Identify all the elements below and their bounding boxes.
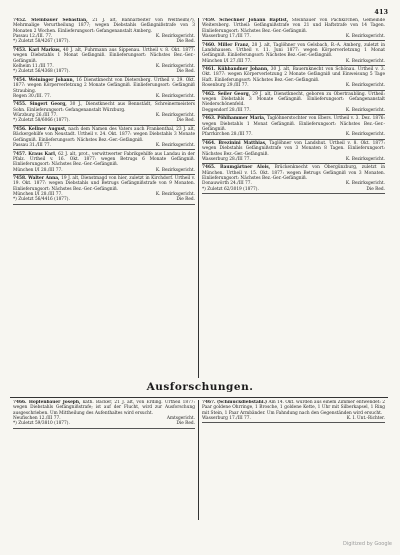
place-date: Wasserburg 28./III 77. — [202, 156, 251, 162]
place-date: München I/I 27./III 77. — [202, 58, 252, 64]
entry-divider — [13, 100, 195, 101]
notice-body: 19 J. alt, Dienstmagd von hier, zuletzt in Kirchdorf. Urtheil v. 19. Okt. 1877: wegen Diebstahls und Betrugs Gefängnißstrafe von 9 Monaten. Einlieferungsort: Nächstes Bez.-Ger.-Gefängniß. — [13, 176, 195, 192]
entry-divider — [202, 114, 385, 115]
notice-signature — [202, 416, 385, 421]
notice-body: 16 Dienstknecht von Dietersberg. Urtheil v. 29. Okt. 1877: wegen Körperverletzung 2 Monate Gefängniß. Einlieferungsort: Gefängniß Straubing. — [13, 77, 195, 94]
notice-entry — [202, 141, 385, 164]
notice-signature — [13, 168, 195, 173]
notice-text — [13, 18, 195, 34]
notice-signature — [202, 132, 385, 137]
notice-heading: 7467. (Schmuckdiebstahl.) — [202, 400, 268, 405]
notice-signature — [202, 59, 385, 64]
notice-text — [202, 67, 385, 83]
notice-text — [202, 43, 385, 59]
notice-body: Am 14. Okt. wurden aus einem Zimmer entwendet: 2 Paar goldene Ohrringe, 1 Brosche, 1 goldene Kette, 1 Uhr mit Silberkapsel, 1 Ring mit Stein, 1 Paar Armbänder. Um Fahndung nach den Gegenständen wird ersucht. — [202, 400, 385, 416]
notice-entry — [13, 102, 195, 125]
issuing-court: K. Bezirksgericht. — [155, 167, 195, 173]
note-reference: *) Zuletzt 58/6066 (1877). — [13, 118, 70, 124]
section-divider — [10, 397, 388, 398]
entry-divider — [13, 174, 195, 175]
place-date: Pfarrkirchen 28./III 77. — [202, 132, 253, 138]
place-date: Rosenburg 29./III 77. — [202, 83, 249, 89]
notice-heading: 7456. Kellner August, — [13, 126, 67, 132]
entry-divider — [202, 163, 385, 164]
issuing-court: K. Bezirksgericht. — [345, 107, 385, 113]
note-editor: Die Red. — [366, 186, 385, 192]
note-reference: *) Zuletzt 58/4267 (1877). — [13, 39, 70, 45]
page-number: 413 — [374, 8, 388, 16]
place-date: Passau 31./III 77. — [13, 142, 51, 148]
notice-text — [13, 400, 195, 416]
note-reference: *) Zuletzt 56/4368 (1877). — [13, 69, 70, 75]
issuing-court: K. Bezirksgericht. — [155, 113, 195, 119]
notice-heading: 7453. Karl Markus, — [13, 47, 61, 53]
issuing-court: K. I. Unt.-Richter. — [346, 416, 385, 422]
issuing-court: K. Bezirksgericht. — [345, 34, 385, 40]
notice-heading: 7466. Hopfenbauer Joseph, — [13, 400, 81, 405]
editor-note — [13, 69, 195, 74]
notice-heading: 7454. Weininger Johann, — [13, 77, 75, 83]
entry-divider — [202, 422, 385, 423]
notice-body: 30 J. alt, Bauernknecht von Schönau. Urtheil v. 3. Okt. 1877: wegen Körperverletzung 2 Monate Gefängniß und Einweisung 5 Tage Haft. Einlieferungsort: Nächstes Bez.-Ger.-Gefängniß. — [202, 67, 385, 83]
note-reference: *) Zuletzt 56/4416 (1877). — [13, 197, 70, 203]
entry-divider — [13, 428, 195, 429]
editor-note — [13, 39, 195, 44]
notice-text — [13, 176, 195, 192]
entry-divider — [13, 76, 195, 77]
notice-text — [13, 102, 195, 113]
notice-entry — [202, 116, 385, 139]
issuing-court: K. Bezirksgericht. — [345, 83, 385, 89]
section-title: Ausforschungen. — [146, 381, 254, 393]
top-right-column — [199, 18, 388, 378]
place-date: Deggendorf 28./III 77. — [202, 107, 251, 113]
notice-text — [13, 127, 195, 143]
note-editor: Die Red. — [176, 39, 195, 45]
entry-divider — [202, 40, 385, 41]
editor-note — [202, 187, 385, 192]
notice-signature — [13, 94, 195, 99]
note-reference: *) Zuletzt 62/3019 (1877). — [202, 186, 259, 192]
notice-entry — [202, 67, 385, 90]
notice-body: Steinhauer von Pachkirchen, Gemeinde Weitersberg. Urtheil: Gefängnißstrafe von 21 und Haftstrafe von 14 Tagen. Einlieferungsort: Nächstes Bez.-Ger.-Gefängniß. — [202, 18, 385, 34]
note-editor: Die Red. — [176, 197, 195, 203]
bottom-left-column — [10, 400, 199, 520]
notice-heading: 7458. Walter Anna, — [13, 176, 60, 182]
notice-body: 40 J. alt, Fuhrmann aus Sippenau. Urtheil v. 8. Okt. 1877: wegen Diebstahls 1 Monat Gefängniß. Einlieferungsort: Nächstes Bez.-Ger.-Gefängniß. — [13, 47, 196, 64]
top-columns — [10, 18, 388, 378]
notice-heading: 7465. Baumgärtner Alois, — [202, 165, 271, 171]
entry-divider — [202, 193, 385, 194]
notice-text — [202, 116, 385, 132]
place-date: Neufischen 12./III 77. — [13, 416, 61, 422]
notice-heading: 7464. Brezinini Matthias, — [202, 140, 267, 146]
notice-entry — [202, 400, 385, 423]
notice-body: 21 J. alt, Bahnarbeiter von Weltheim(?), Mehrmalige Verurtheilung 1877; wegen Diebstahls Gefängnißstrafe von 3 Monaten 2 Wochen. Einlieferungsort: Gefangenanstalt Amberg. — [13, 18, 195, 34]
editor-note — [13, 421, 195, 426]
bottom-right-column — [199, 400, 388, 520]
entry-divider — [202, 139, 385, 140]
issuing-court: K. Bezirksgericht. — [345, 156, 385, 162]
issuing-court: K. Bezirksgericht. — [345, 181, 385, 187]
issuing-court: K. Bezirksgericht. — [155, 63, 195, 69]
editor-note — [13, 118, 195, 123]
place-date: Wasserburg 17./III 77. — [202, 416, 251, 422]
notice-signature — [202, 83, 385, 88]
notice-signature — [202, 34, 385, 39]
notice-body: 62 J. alt, prot., verwittwerter Fabrikgehilfe aus Landau in der Pfalz. Urtheil v. 16. Okt. 1877: wegen Betrugs 6 Monate Gefängniß. Einlieferungsort: Nächstes Bez.-Ger.-Gefängniß. — [13, 151, 195, 168]
issuing-court: Amtsgericht. — [166, 416, 195, 422]
entry-divider — [202, 65, 385, 66]
notice-entry — [202, 165, 385, 194]
notice-heading: 7452. Steinbauer Sebastian, — [13, 18, 88, 23]
notice-entry — [202, 43, 385, 66]
notice-body: nach dem Namen des Vaters auch Frankenthal, 23 J. alt, Bäckergehilfe von Neustadt. Urtheil v. 24. Okt. 1877: wegen Diebstahls 3 Monate Gefängniß. Einlieferungsort: Nächstes Bez.-Ger.-Gefängniß. — [13, 126, 195, 143]
notice-entry — [13, 18, 195, 47]
notice-body: 28 J. alt, Taglöhner von Gelsbach, B.-A. Amberg, zuletzt in Landshausen. Urtheil v. 11. Juni 1877: wegen Körperverletzung 1 Monat Gefängniß. Einlieferungsort: Nächstes Bez.-Ger.-Gefängniß. — [202, 42, 385, 59]
place-date: Passau 12./III. 77. — [13, 34, 53, 40]
place-date: München I/I 28./III 77. — [13, 167, 63, 173]
bottom-columns — [10, 400, 388, 520]
issuing-court: K. Bezirksgericht. — [155, 34, 195, 40]
note-editor: Die Red. — [176, 118, 195, 124]
entry-divider — [13, 46, 195, 47]
notice-heading: 7462. Seiler Georg, — [202, 91, 251, 97]
notice-signature — [13, 143, 195, 148]
place-date: Wasserburg 17./III 77. — [202, 34, 251, 40]
notice-text — [202, 18, 385, 34]
note-editor: Die Red. — [176, 421, 195, 427]
note-reference: *) Zuletzt 59/3810 (1877). — [13, 421, 70, 427]
notice-text — [13, 152, 195, 168]
notice-text — [202, 92, 385, 108]
issuing-court: K. Bezirksgericht. — [155, 142, 195, 148]
place-date: Kelheim 11./III 77. — [13, 63, 54, 69]
watermark: Digitized by Google — [343, 541, 392, 547]
entry-divider — [13, 149, 195, 150]
notice-entry — [13, 176, 195, 205]
notice-heading: 7460. Miller Franz, — [202, 42, 250, 48]
editor-note — [13, 197, 195, 202]
notice-body: Taglöhnerstochter von Ebers. Urtheil v. 3. Dez. 1876: wegen Diebstahls 1 Monat Gefängniß. Einlieferungsort: Nächstes Bez.-Ger.-Gefängniß. — [202, 116, 385, 132]
notice-text — [202, 141, 385, 157]
notice-text — [13, 48, 195, 64]
issuing-court: K. Bezirksgericht. — [155, 93, 195, 99]
place-date: Donauwörth 24./III 77. — [202, 181, 252, 187]
notice-body: kath. Bäcker, 21 J. alt, von Erding. Urtheil 1877: wegen Diebstahls Gefängnißstrafe; ist auf der Flucht, wird zur Ausforschung ausgeschrieben. Um Mittheilung des Aufenthaltes wird ersucht. — [13, 400, 195, 416]
notice-signature — [202, 108, 385, 113]
place-date: München I/I 28./III 77. — [13, 192, 63, 198]
notice-body: Taglöhner von Landshut. Urtheil v. 8. Okt. 1877: wegen Diebstahls Gefängnißstrafe von 3 Monaten 8 Tagen. Einlieferungsort: Nächstes Bez.-Ger.-Gefängniß. — [202, 140, 385, 157]
entry-divider — [13, 125, 195, 126]
notice-entry — [13, 400, 195, 429]
place-date: Regen 30./III. 77. — [13, 93, 52, 99]
issuing-court: K. Bezirksgericht. — [345, 132, 385, 138]
entry-divider — [13, 204, 195, 205]
notice-signature — [202, 157, 385, 162]
notice-entry — [13, 127, 195, 150]
notice-heading: 7463. Pöhlhammer Maria, — [202, 116, 266, 122]
notice-text — [13, 78, 195, 94]
notice-text — [202, 400, 385, 416]
entry-divider — [202, 90, 385, 91]
place-date: Würzburg 26./III 77. — [13, 113, 58, 119]
issuing-court: K. Bezirksgericht. — [155, 192, 195, 198]
notice-body: 29 J. alt, Dienstknecht, geboren zu Obertraubling. Urtheil: wegen Diebstahls 3 Monate Gefängniß. Einlieferungsort: Gefangenanstalt Niederschönenfeld. — [202, 91, 385, 108]
notice-text — [202, 165, 385, 181]
note-editor: Die Red. — [176, 69, 195, 75]
top-left-column — [10, 18, 199, 378]
notice-entry — [13, 48, 195, 77]
notice-body: Brückenknecht von Obergünzburg, zuletzt in München. Urtheil v. 15. Okt. 1877: wegen Betrugs Gefängniß von 3 Monaten. Einlieferungsort: Nächstes Bez.-Ger.-Gefängniß. — [202, 165, 385, 182]
notice-entry — [13, 152, 195, 175]
notice-entry — [202, 18, 385, 41]
notice-heading: 7457. Kraus Karl, — [13, 151, 57, 157]
notice-entry — [13, 78, 195, 101]
notice-body: 30 J., Dienstknecht aus Bennstädt, Schreinermeisters Sohn. Einlieferungsort: Gefangenanstalt Würzburg. — [13, 102, 196, 113]
notice-entry — [202, 92, 385, 115]
issuing-court: K. Bezirksgericht. — [345, 58, 385, 64]
notice-heading: 7455. Singert Georg, — [13, 102, 67, 108]
notice-heading: 7461. Kühbandner Johann, — [202, 67, 269, 73]
notice-heading: 7459. Schechner Johann Baptist, — [202, 18, 289, 23]
